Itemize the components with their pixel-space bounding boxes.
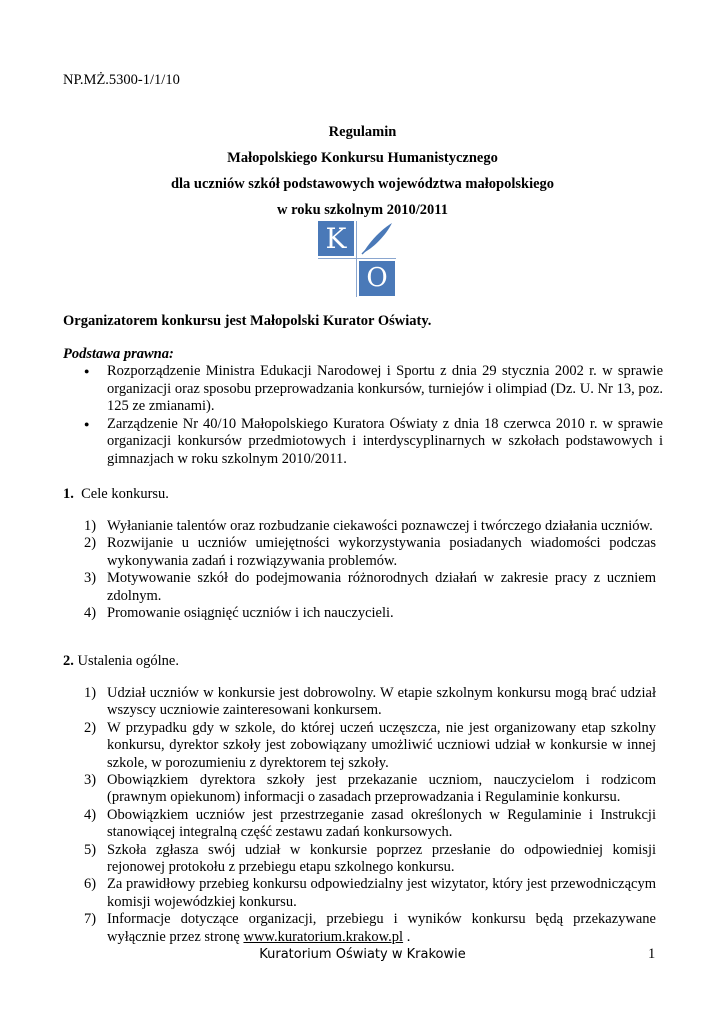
list-item: 3) Motywowanie szkół do podejmowania różnorodnych działań w zakresie pracy z uczniem zdolnym. [84,570,656,604]
section-2-title: Ustalenia ogólne. [77,653,179,669]
title-line-3: dla uczniów szkół podstawowych województwa małopolskiego [170,176,555,192]
title-line-2: Małopolskiego Konkursu Humanistycznego [227,150,498,166]
list-item: 1) Udział uczniów w konkursie jest dobrowolny. W etapie szkolnym konkursu mogą brać udział wszyscy uczniowie zainteresowani konkursem. [84,685,656,719]
title-line-1: Regulamin [328,124,397,140]
section-1-number: 1. [63,486,74,502]
kuratorium-website-link[interactable]: www.kuratorium.krakow.pl [243,928,404,945]
organizer-statement: Organizatorem konkursu jest Małopolski Kurator Oświaty. [63,313,432,329]
list-item: 1) Wyłanianie talentów oraz rozbudzanie ciekawości poznawczej i twórczego działania uczniów. [84,518,653,534]
legal-basis-item: ● Rozporządzenie Ministra Edukacji Narodowej i Sportu z dnia 29 stycznia 2002 r. w sprawie organizacji oraz sposobu przeprowadzania konkursów, turniejów i olimpiad (Dz. U. Nr 13, poz. 125 ze zmianami). [63,363,663,416]
legal-basis-list [63,363,663,468]
list-item: 6) Za prawidłowy przebieg konkursu odpowiedzialny jest wizytator, który jest przewodniczącym komisji wojewódzkiej konkursu. [84,876,656,910]
reference-number: NP.MŻ.5300-1/1/10 [63,72,180,88]
section-2-number: 2. [63,653,74,669]
legal-basis-heading: Podstawa prawna: [63,346,174,362]
document-title [0,119,725,223]
list-item: 4) Promowanie osiągnięć uczniów i ich nauczycieli. [84,605,394,622]
logo-letter-k: K [318,221,354,256]
list-item: 5) Szkoła zgłasza swój udział w konkursie poprzez przesłanie do odpowiedniej komisji rejonowej protokołu z przebiegu etapu szkolnego konkursu. [84,841,656,876]
section-2-heading [63,653,179,670]
kuratorium-logo [318,221,396,297]
list-item: 2) Rozwijanie u uczniów umiejętności wykorzystywania posiadanych wiadomości podczas wykonywania zadań i rozwiązywania problemów. [84,535,656,569]
title-line-4: w roku szkolnym 2010/2011 [277,202,448,218]
footer-institution: Kuratorium Oświaty w Krakowie [259,947,466,962]
list-item: 7) Informacje dotyczące organizacji, przebiegu i wyników konkursu będą przekazywane wyłącznie przez stronę www.kuratorium.krakow.pl . [84,911,656,945]
section-1-list [84,518,656,622]
page-number: 1 [648,946,656,962]
quill-pen-icon [359,221,395,256]
list-item: 4) Obowiązkiem uczniów jest przestrzeganie zasad określonych w Regulaminie i Instrukcji stanowiącej integralną część zestawu zadań konkursowych. [84,806,656,841]
section-1-title: Cele konkursu. [81,486,169,502]
legal-basis-item: ● Zarządzenie Nr 40/10 Małopolskiego Kuratora Oświaty z dnia 18 czerwca 2010 r. w sprawie organizacji konkursów przedmiotowych i interdyscyplinarnych w szkołach podstawowych i gimnazjach w roku szkolnym 2010/2011. [63,416,663,469]
section-2-list [84,685,656,946]
section-1-heading [63,486,169,503]
list-item: 2) W przypadku gdy w szkole, do której uczeń uczęszcza, nie jest organizowany etap szkolny konkursu, dyrektor szkoły jest zobowiązany umożliwić uczniowi udział w konkursie w innej szkole, w porozumieniu z dyrektorem tej szkoły. [84,719,656,771]
logo-letter-o: O [359,261,395,296]
list-item: 3) Obowiązkiem dyrektora szkoły jest przekazanie uczniom, nauczycielom i rodzicom (prawnym opiekunom) informacji o zasadach przeprowadzania i Regulaminie konkursu. [84,772,656,806]
